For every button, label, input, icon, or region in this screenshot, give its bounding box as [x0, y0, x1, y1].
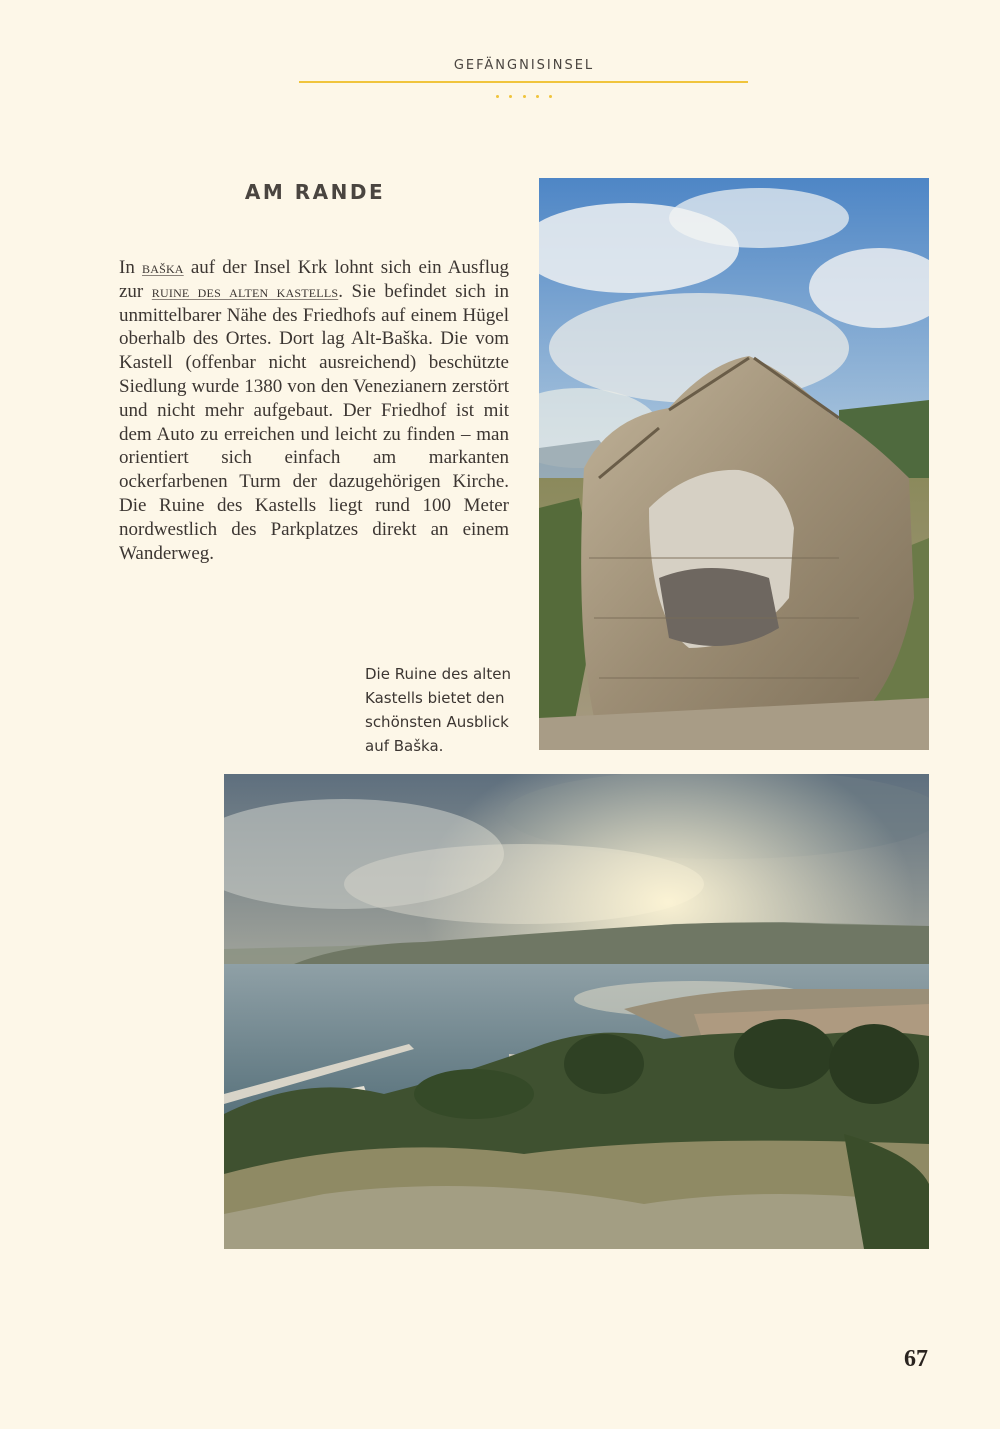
header-dot — [523, 95, 526, 98]
header-dot — [549, 95, 552, 98]
header-dots — [496, 95, 552, 99]
body-text-3: . Sie befindet sich in unmittelbarer Nähe des Friedhofs auf einem Hügel oberhalb des Ortes. Dort lag Alt-Baška. Die vom Kastell (offenbar nicht ausreichend) beschützte Siedlung wurde 1380 von den Venezianern zerstört und nicht mehr aufgebaut. Der Friedhof ist mit dem Auto zu erreichen und leicht zu finden – man orientiert sich einfach am markanten ockerfarbenen Turm der dazugehörigen Kirche. Die Ruine des Kastells liegt rund 100 Meter nordwestlich des Parkplatzes direkt an einem Wanderweg. — [119, 280, 510, 564]
photo-caption — [365, 662, 525, 758]
page-number: 67 — [904, 1346, 928, 1372]
body-text-2: auf der Insel Krk lohnt sich ein Ausflug zur — [119, 257, 510, 302]
header-rule — [299, 81, 748, 83]
section-title: AM RANDE — [244, 180, 386, 204]
caption-line: Die Ruine des alten — [365, 665, 511, 683]
place-link-baska[interactable]: baška — [142, 258, 184, 277]
caption-line: auf Baška. — [365, 737, 444, 755]
place-link-ruine[interactable]: ruine des alten kastells — [151, 281, 339, 301]
header-dot — [496, 95, 499, 98]
body-paragraph — [119, 256, 509, 565]
body-text-1: In — [119, 257, 142, 278]
castle-ruin-photo — [539, 178, 929, 750]
caption-line: schönsten Ausblick — [365, 713, 509, 731]
caption-line: Kastells bietet den — [365, 689, 505, 707]
header-dot — [509, 95, 512, 98]
running-title: GEFÄNGNISINSEL — [453, 58, 595, 73]
baska-bay-photo — [224, 774, 929, 1249]
header-dot — [536, 95, 539, 98]
